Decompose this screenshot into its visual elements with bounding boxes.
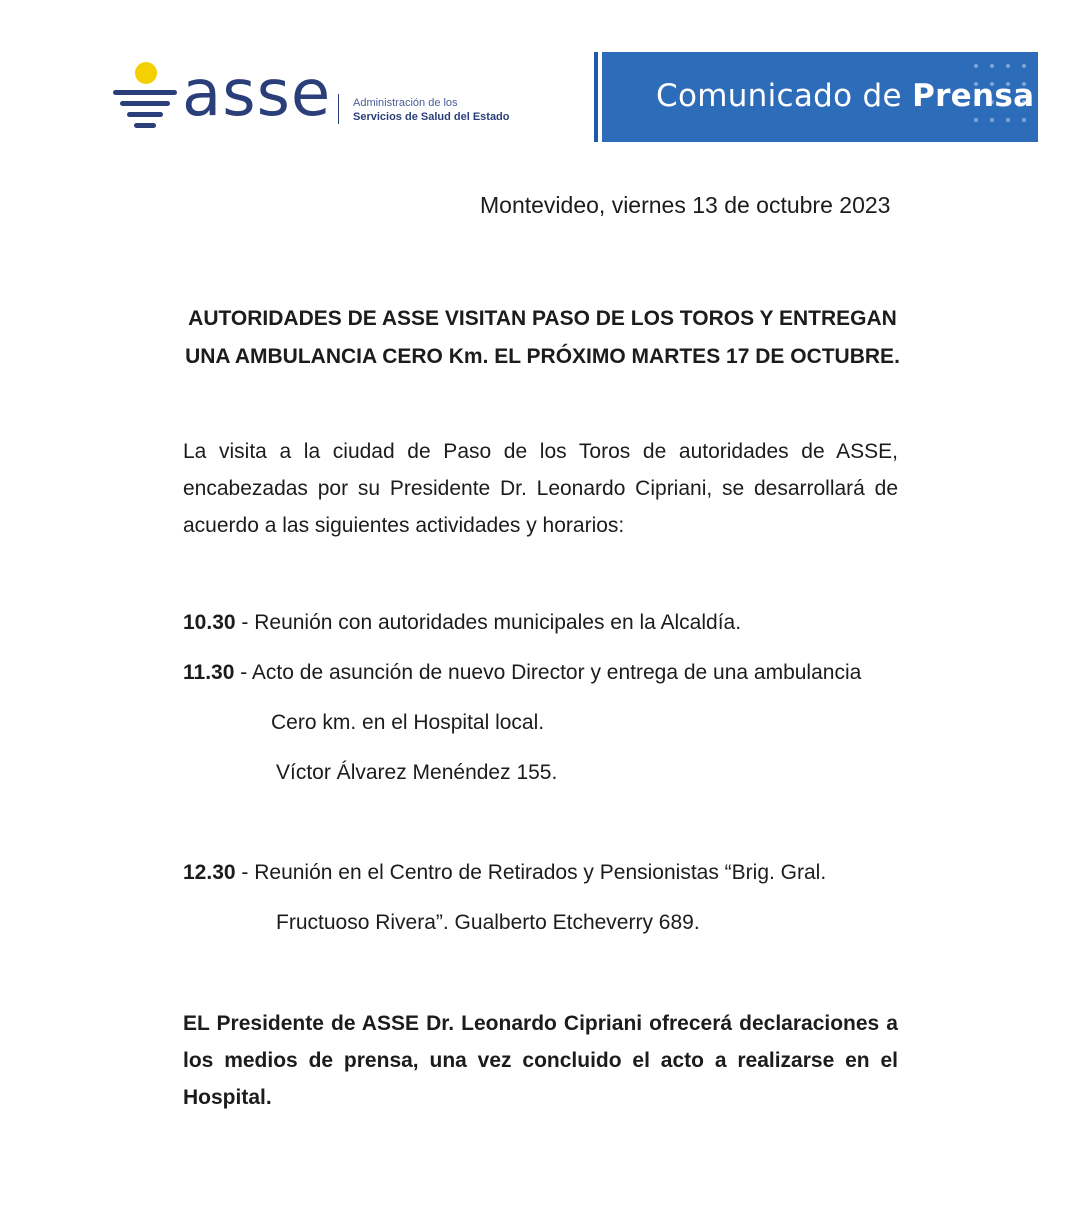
logo-wordmark: asse — [182, 57, 332, 131]
document-date: Montevideo, viernes 13 de octubre 2023 — [480, 192, 891, 218]
asse-logo — [110, 57, 530, 140]
schedule-text: - Reunión en el Centro de Retirados y Pensionistas “Brig. Gral. — [235, 861, 827, 884]
logo-subtitle-line1: Administración de los — [353, 97, 458, 109]
schedule-item-2 — [183, 661, 861, 685]
schedule-text: - Reunión con autoridades municipales en la Alcaldía. — [235, 611, 742, 634]
intro-paragraph: La visita a la ciudad de Paso de los Toros de autoridades de ASSE, encabezadas por su Presidente Dr. Leonardo Cipriani, se desarrollará de acuerdo a las siguientes actividades y horarios: — [183, 440, 898, 537]
schedule-text: - Acto de asunción de nuevo Director y entrega de una ambulancia — [234, 661, 862, 684]
press-release-banner — [602, 52, 1038, 142]
headline-line-1: AUTORIDADES DE ASSE VISITAN PASO DE LOS TOROS Y ENTREGAN — [188, 307, 897, 330]
schedule-time: 10.30 — [183, 611, 236, 634]
sun-horizon-icon — [110, 60, 180, 140]
banner-accent-bar — [594, 52, 598, 142]
closing-paragraph: EL Presidente de ASSE Dr. Leonardo Cipriani ofrecerá declaraciones a los medios de prensa, una vez concluido el acto a realizarse en el Hospital. — [183, 1012, 898, 1109]
banner-title: Comunicado de Prensa — [656, 78, 1035, 114]
logo-subtitle-line2: Servicios de Salud del Estado — [353, 111, 510, 123]
logo-divider — [338, 94, 339, 124]
headline — [150, 300, 935, 376]
schedule-item-2-address: Víctor Álvarez Menéndez 155. — [276, 761, 558, 784]
schedule-item-3 — [183, 861, 826, 885]
schedule-item-3-continuation: Fructuoso Rivera”. Gualberto Etcheverry 689. — [276, 911, 700, 934]
schedule-item-2-continuation: Cero km. en el Hospital local. — [271, 711, 545, 734]
schedule-time: 12.30 — [183, 861, 236, 884]
schedule-item-1 — [183, 611, 741, 635]
schedule-time: 11.30 — [183, 661, 235, 684]
headline-line-2: UNA AMBULANCIA CERO Km. EL PRÓXIMO MARTES 17 DE OCTUBRE. — [185, 345, 900, 368]
